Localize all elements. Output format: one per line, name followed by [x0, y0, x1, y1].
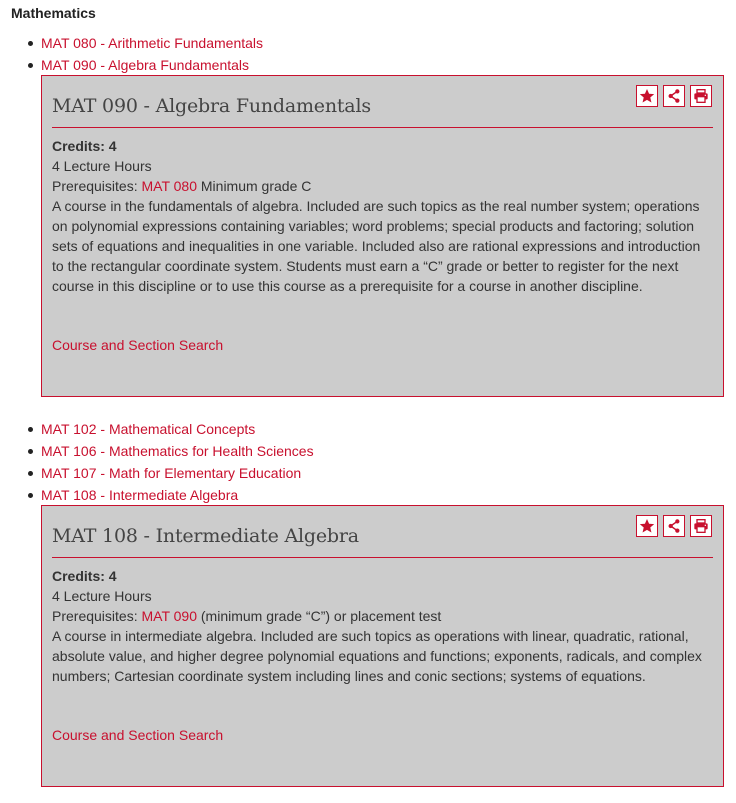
- course-section-search-link[interactable]: Course and Section Search: [52, 727, 224, 743]
- print-button[interactable]: [690, 515, 712, 537]
- course-credits: Credits: 4: [52, 138, 117, 154]
- prereq-link-mat090[interactable]: MAT 090: [141, 608, 197, 624]
- course-link-mat107[interactable]: MAT 107 - Math for Elementary Education: [41, 465, 302, 481]
- star-icon: [639, 518, 655, 534]
- course-section-search-link[interactable]: Course and Section Search: [52, 337, 224, 353]
- prereq-label: Prerequisites:: [52, 608, 142, 624]
- course-link-mat080[interactable]: MAT 080 - Arithmetic Fundamentals: [41, 35, 264, 51]
- course-link-mat106[interactable]: MAT 106 - Mathematics for Health Sciences: [41, 443, 314, 459]
- course-prerequisites: [52, 606, 713, 626]
- card-actions: [636, 515, 712, 537]
- print-icon: [693, 518, 709, 534]
- course-card-mat090: [41, 75, 724, 397]
- course-card-body: [52, 566, 713, 686]
- course-link-mat090[interactable]: MAT 090 - Algebra Fundamentals: [41, 57, 250, 73]
- prereq-link-mat080[interactable]: MAT 080: [141, 178, 197, 194]
- course-description: A course in intermediate algebra. Included are such topics as operations with linear, quadratic, rational, absolute value, and higher degree polynomial equations and functions; exponents, radicals, and complex numbers; Cartesian coordinate system including lines and conic sections; systems of equations.: [52, 628, 702, 684]
- prereq-suffix: (minimum grade “C”) or placement test: [197, 608, 442, 624]
- share-icon: [666, 518, 682, 534]
- card-actions: [636, 85, 712, 107]
- course-description: A course in the fundamentals of algebra. Included are such topics as the real number system; operations on polynomial expressions containing variables; word problems; special products and factoring; solution sets of equations and inequalities in one variable. Included also are rational expressions and introduction to the rectangular coordinate system. Students must earn a “C” grade or better to register for the next course in this discipline or to use this course as a prerequisite for a course in another discipline.: [52, 198, 701, 294]
- course-card-title: MAT 090 - Algebra Fundamentals: [52, 95, 371, 117]
- course-card-mat108: [41, 505, 724, 787]
- favorite-button[interactable]: [636, 515, 658, 537]
- course-link-mat102[interactable]: MAT 102 - Mathematical Concepts: [41, 421, 256, 437]
- course-card-body: [52, 136, 713, 296]
- card-divider: [52, 557, 713, 558]
- print-button[interactable]: [690, 85, 712, 107]
- prereq-suffix: Minimum grade C: [197, 178, 312, 194]
- course-card-title: MAT 108 - Intermediate Algebra: [52, 525, 359, 547]
- share-icon: [666, 88, 682, 104]
- prereq-label: Prerequisites:: [52, 178, 142, 194]
- course-credits: Credits: 4: [52, 568, 117, 584]
- course-hours: 4 Lecture Hours: [52, 158, 152, 174]
- course-hours: 4 Lecture Hours: [52, 588, 152, 604]
- section-heading: Mathematics: [11, 5, 96, 21]
- star-icon: [639, 88, 655, 104]
- course-prerequisites: [52, 176, 713, 196]
- card-divider: [52, 127, 713, 128]
- favorite-button[interactable]: [636, 85, 658, 107]
- share-button[interactable]: [663, 515, 685, 537]
- course-link-mat108[interactable]: MAT 108 - Intermediate Algebra: [41, 487, 239, 503]
- share-button[interactable]: [663, 85, 685, 107]
- print-icon: [693, 88, 709, 104]
